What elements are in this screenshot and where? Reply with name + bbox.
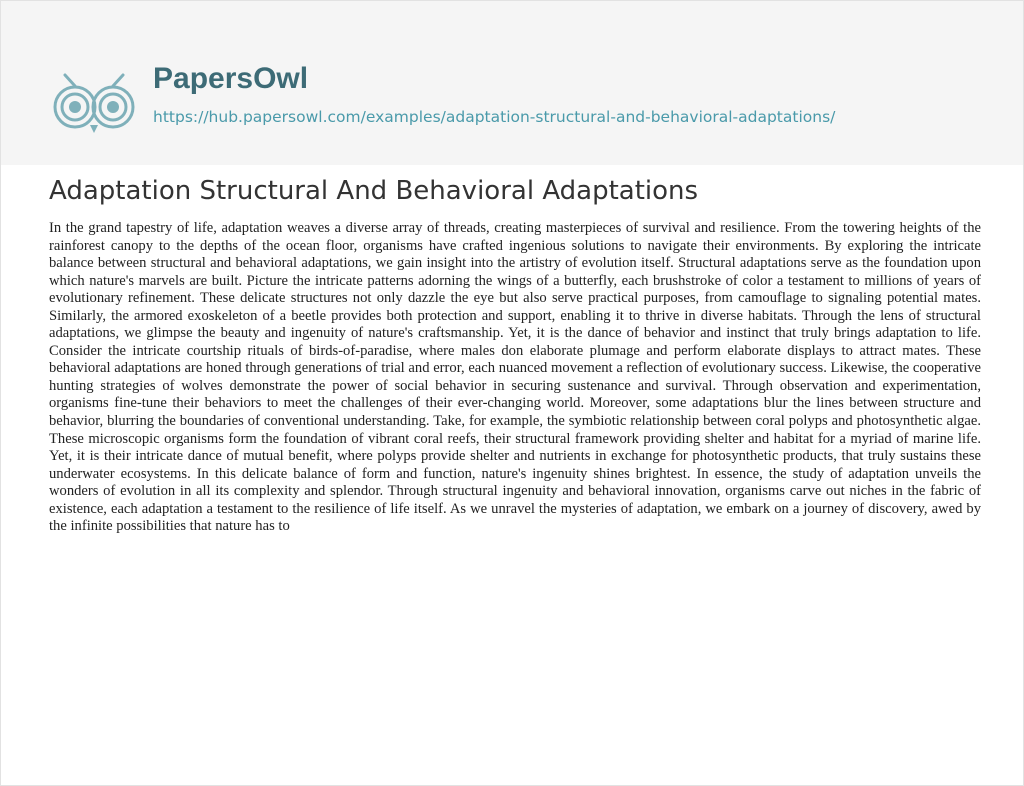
essay-body: In the grand tapestry of life, adaptation weaves a diverse array of threads, creating masterpieces of survival and resilience. From the towering heights of the rainforest canopy to the depths of the ocean floor, organisms have crafted ingenious solutions to navigate their environments. By exploring the intricate balance between structural and behavioral adaptations, we gain insight into the artistry of evolution itself. Structural adaptations serve as the foundation upon which nature's marvels are built. Picture the intricate patterns adorning the wings of a butterfly, each brushstroke of color a testament to millions of years of evolutionary refinement. These delicate structures not only dazzle the eye but also serve practical purposes, from camouflage to signaling potential mates. Similarly, the armored exoskeleton of a beetle provides both protection and support, enabling it to thrive in diverse habitats. Through the lens of structural adaptations, we glimpse the beauty and ingenuity of nature's craftsmanship. Yet, it is the dance of behavior and instinct that truly brings adaptation to life. Consider the intricate courtship rituals of birds-of-paradise, where males don elaborate plumage and perform elaborate displays to attract mates. These behavioral adaptations are honed through generations of trial and error, each nuanced movement a reflection of evolutionary success. Likewise, the cooperative hunting strategies of wolves demonstrate the power of social behavior in securing sustenance and survival. Through observation and experimentation, organisms fine-tune their behaviors to meet the challenges of their ever-changing world. Moreover, some adaptations blur the lines between structure and behavior, blurring the boundaries of conventional understanding. Take, for example, the symbiotic relationship between coral polyps and photosynthetic algae. These microscopic organisms form the foundation of vibrant coral reefs, their structural framework providing shelter and habitat for a myriad of marine life. Yet, it is their intricate dance of mutual benefit, where polyps provide shelter and nutrients in exchange for photosynthetic products, that truly sustains these underwater ecosystems. In this delicate balance of form and function, nature's ingenuity shines brightest. In essence, the study of adaptation unveils the wonders of evolution in all its complexity and splendor. Through structural ingenuity and behavioral innovation, organisms carve out niches in the fabric of existence, each adaptation a testament to the resilience of life itself. As we unravel the mysteries of adaptation, we embark on a journey of discovery, awed by the infinite possibilities that nature has to xyxy=(49,220,981,535)
essay-title: Adaptation Structural And Behavioral Adaptations xyxy=(49,176,699,206)
brand-name: PapersOwl xyxy=(153,62,309,95)
header-banner xyxy=(1,1,1023,165)
owl-eyes-icon xyxy=(49,65,139,139)
source-url-link[interactable]: https://hub.papersowl.com/examples/adaptation-structural-and-behavioral-adaptations/ xyxy=(153,108,836,126)
